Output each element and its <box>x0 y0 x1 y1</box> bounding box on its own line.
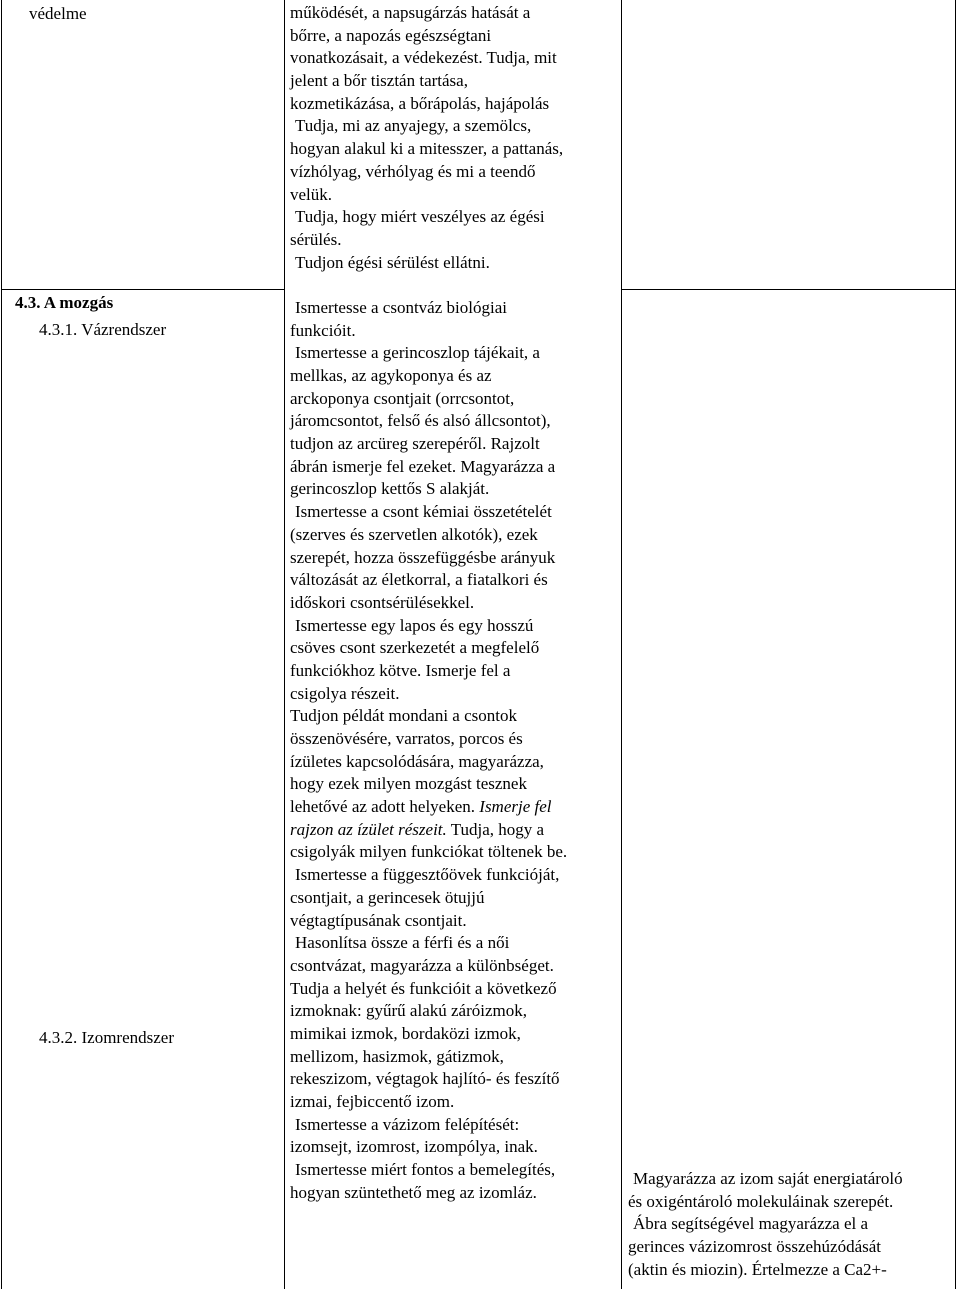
text-line: izmai, fejbiccentő izom. <box>290 1092 455 1111</box>
text-line: gerincoszlop kettős S alakját. <box>290 479 490 499</box>
text-line: bőrre, a napozás egészségtani <box>290 25 492 45</box>
text-line: Hasonlítsa össze a férfi és a női <box>295 933 510 953</box>
text-line: Ismertesse a függesztőövek funkcióját, <box>295 865 560 885</box>
text-line: hogy ezek milyen mozgást tesznek <box>290 774 527 794</box>
text-line: változását az életkorral, a fiatalkori és <box>290 570 548 590</box>
column-divider-1 <box>284 0 285 1289</box>
section-heading-movement: 4.3. A mozgás <box>15 293 114 312</box>
text-line: gerinces vázizomrost összehúzódását <box>628 1237 882 1257</box>
text-line: velük. <box>290 184 333 204</box>
text-line: rekeszizom, végtagok hajlító- és feszítő <box>290 1069 560 1089</box>
text-line: Tudja, mi az anyajegy, a szemölcs, <box>295 116 532 136</box>
text-line: Ismertesse a vázizom felépítését: <box>295 1114 520 1134</box>
text-line: időskori csontsérülésekkel. <box>290 592 475 612</box>
text-line: sérülés. <box>290 229 342 249</box>
text-line: Tudjon példát mondani a csontok <box>290 706 517 726</box>
text-line: csontjait, a gerincesek ötujjú <box>290 887 485 907</box>
spacer <box>290 274 624 297</box>
row-divider-right <box>621 289 955 290</box>
text-line: mellkas, az agykoponya és az <box>290 366 492 385</box>
text-line <box>290 819 624 842</box>
text-line: jelent a bőr tisztán tartása, <box>290 71 468 91</box>
text-span: Tudja, hogy a <box>450 819 545 839</box>
text-line: csöves csont szerkezetét a megfelelő <box>290 638 540 658</box>
text-line: Ismertesse a gerincoszlop tájékait, a <box>295 343 540 363</box>
text-line: hogyan alakul ki a mitesszer, a pattanás, <box>290 139 564 159</box>
text-line: funkciókhoz kötve. Ismerje fel a <box>290 660 511 680</box>
text-span: lehetővé az adott helyeken. <box>290 797 476 817</box>
topic-protection-label: védelme <box>29 4 87 23</box>
text-line: ízületes kapcsolódására, magyarázza, <box>290 751 544 771</box>
text-line: (szerves és szervetlen alkotók), ezek <box>290 524 538 544</box>
text-line <box>290 796 624 819</box>
text-line: Tudja a helyét és funkcióit a következő <box>290 978 557 998</box>
table-left-border <box>1 0 2 1289</box>
text-line: csigolyák milyen funkciókat töltenek be. <box>290 842 568 862</box>
subsection-skeleton: 4.3.1. Vázrendszer <box>39 320 167 339</box>
italic-text: Ismerje fel <box>479 797 552 817</box>
text-line: végtagtípusának csontjait. <box>290 910 467 930</box>
text-line: ábrán ismerje fel ezeket. Magyarázza a <box>290 456 556 476</box>
text-line: Ismertesse a csont kémiai összetételét <box>295 502 552 522</box>
text-line: tudjon az arcüreg szerepéről. Rajzolt <box>290 434 540 454</box>
text-line: szerepét, hozza összefüggésbe arányuk <box>290 547 556 567</box>
text-line: izomsejt, izomrost, izompólya, inak. <box>290 1137 538 1157</box>
text-line: csigolya részeit. <box>290 683 400 703</box>
text-line: járomcsontot, felső és alsó állcsontot), <box>290 411 551 431</box>
text-line: Tudjon égési sérülést ellátni. <box>295 252 490 272</box>
text-line: hogyan szüntethető meg az izomláz. <box>290 1182 537 1202</box>
text-line: csontvázat, magyarázza a különbséget. <box>290 955 554 975</box>
text-line: összenövésére, varratos, porcos és <box>290 729 523 748</box>
text-line: mellizom, hasizmok, gátizmok, <box>290 1046 504 1066</box>
italic-text: rajzon az ízület részeit. <box>290 819 447 839</box>
text-line: (aktin és miozin). Értelmezze a Ca2+- <box>628 1259 887 1279</box>
text-line: mimikai izmok, bordaközi izmok, <box>290 1023 521 1043</box>
text-line: vízhólyag, vérhólyag és mi a teendő <box>290 161 536 181</box>
row-divider <box>1 289 284 290</box>
text-line: Magyarázza az izom saját energiatároló <box>633 1169 903 1188</box>
text-line: Ismertesse miért fontos a bemelegítés, <box>295 1160 556 1180</box>
requirements-column <box>290 2 624 1204</box>
text-line: funkcióit. <box>290 320 356 340</box>
text-line: Ismertesse egy lapos és egy hosszú <box>295 615 534 635</box>
text-line: izmoknak: gyűrű alakú záróizmok, <box>290 1001 527 1021</box>
text-line: arckoponya csontjait (orrcsontot, <box>290 388 515 408</box>
advanced-requirements-column <box>628 1168 954 1281</box>
subsection-muscles: 4.3.2. Izomrendszer <box>39 1028 175 1047</box>
text-line: működését, a napsugárzás hatását a <box>290 3 531 22</box>
text-line: és oxigéntároló molekuláinak szerepét. <box>628 1191 894 1211</box>
text-line: Ábra segítségével magyarázza el a <box>633 1214 869 1234</box>
table-right-border <box>955 0 956 1289</box>
text-line: vonatkozásait, a védekezést. Tudja, mit <box>290 48 557 68</box>
text-line: kozmetikázása, a bőrápolás, hajápolás <box>290 93 550 113</box>
text-line: Tudja, hogy miért veszélyes az égési <box>295 207 545 227</box>
text-line: Ismertesse a csontváz biológiai <box>295 297 507 317</box>
